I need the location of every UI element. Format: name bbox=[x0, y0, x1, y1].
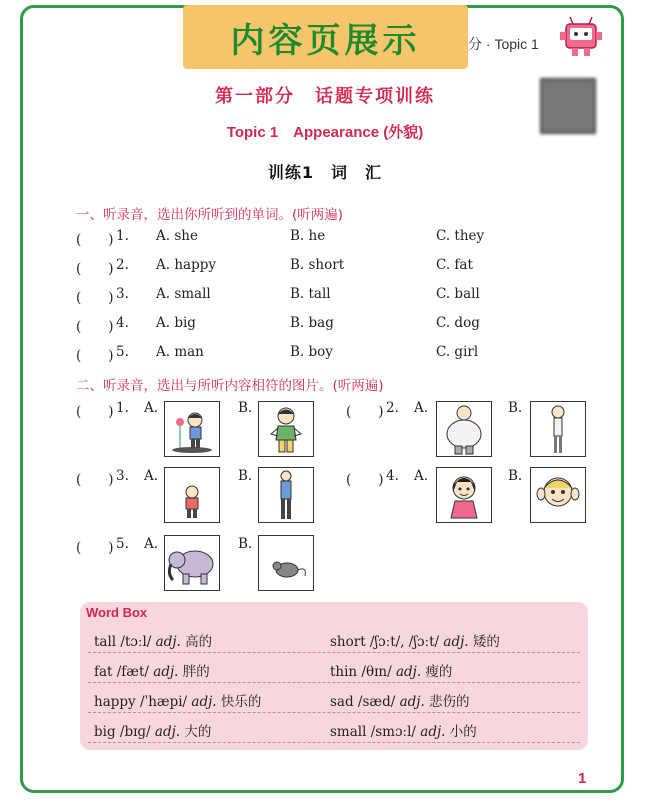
divider bbox=[88, 712, 580, 714]
answer-blank[interactable]: ( ) bbox=[76, 261, 114, 277]
question-number: 1. bbox=[116, 400, 129, 416]
robot-mascot-icon bbox=[558, 14, 604, 58]
drill-title: 训练1 词 汇 bbox=[267, 163, 383, 182]
option-b: B. boy bbox=[290, 344, 333, 360]
option-a: A. small bbox=[156, 286, 211, 302]
answer-blank[interactable]: ( ) bbox=[76, 290, 114, 306]
option-b: B. bbox=[508, 400, 523, 416]
boy-face-picture[interactable] bbox=[530, 467, 586, 523]
tall-boy-picture[interactable] bbox=[258, 467, 314, 523]
option-c: C. ball bbox=[436, 286, 480, 302]
word-entry: fat /fæt/ adj. 胖的 bbox=[94, 664, 210, 680]
word-entry: big /bɪɡ/ adj. 大的 bbox=[94, 724, 212, 740]
question-number: 3. bbox=[116, 468, 129, 484]
option-b: B. bbox=[238, 536, 253, 552]
option-c: C. dog bbox=[436, 315, 480, 331]
option-a: A. happy bbox=[156, 257, 216, 273]
question-number: 2. bbox=[116, 257, 129, 273]
question-number: 4. bbox=[116, 315, 129, 331]
question-number: 2. bbox=[386, 400, 399, 416]
answer-blank[interactable]: ( ) bbox=[346, 472, 384, 488]
question-number: 1. bbox=[116, 228, 129, 244]
answer-blank[interactable]: ( ) bbox=[76, 404, 114, 420]
answer-blank[interactable]: ( ) bbox=[76, 232, 114, 248]
banner: 内容页展示 bbox=[183, 5, 468, 69]
answer-blank[interactable]: ( ) bbox=[76, 319, 114, 335]
option-a: A. bbox=[144, 536, 159, 552]
option-b: B. bag bbox=[290, 315, 334, 331]
small-boy-picture[interactable] bbox=[164, 401, 220, 457]
divider bbox=[88, 682, 580, 684]
option-b: B. bbox=[238, 468, 253, 484]
elephant-picture[interactable] bbox=[164, 535, 220, 591]
short-boy-picture[interactable] bbox=[164, 467, 220, 523]
word-entry: sad /sæd/ adj. 悲伤的 bbox=[330, 694, 470, 710]
option-b: B. short bbox=[290, 257, 345, 273]
topic-title: Topic 1 Appearance (外貌) bbox=[226, 124, 424, 141]
answer-blank[interactable]: ( ) bbox=[76, 540, 114, 556]
section1-title: 一、听录音，选出你所听到的单词。(听两遍) bbox=[76, 207, 344, 223]
word-entry: small /smɔːl/ adj. 小的 bbox=[330, 724, 477, 740]
answer-blank[interactable]: ( ) bbox=[76, 348, 114, 364]
thin-man-picture[interactable] bbox=[530, 401, 586, 457]
option-a: A. man bbox=[156, 344, 204, 360]
option-b: B. bbox=[508, 468, 523, 484]
section2-title: 二、听录音，选出与所听内容相符的图片。(听两遍) bbox=[76, 378, 384, 394]
option-b: B. tall bbox=[290, 286, 331, 302]
word-box-title: Word Box bbox=[86, 605, 148, 620]
girl-picture[interactable] bbox=[436, 467, 492, 523]
boy-hands-on-hips-picture[interactable] bbox=[258, 401, 314, 457]
mouse-picture[interactable] bbox=[258, 535, 314, 591]
divider bbox=[88, 652, 580, 654]
word-entry: thin /θɪn/ adj. 瘦的 bbox=[330, 664, 453, 680]
option-a: A. bbox=[144, 400, 159, 416]
word-entry: tall /tɔːl/ adj. 高的 bbox=[94, 634, 213, 650]
option-c: C. girl bbox=[436, 344, 479, 360]
answer-blank[interactable]: ( ) bbox=[346, 404, 384, 420]
question-number: 3. bbox=[116, 286, 129, 302]
option-a: A. big bbox=[156, 315, 196, 331]
option-a: A. she bbox=[156, 228, 198, 244]
option-c: C. they bbox=[436, 228, 485, 244]
option-a: A. bbox=[414, 400, 429, 416]
option-c: C. fat bbox=[436, 257, 473, 273]
word-entry: happy /ˈhæpi/ adj. 快乐的 bbox=[94, 694, 262, 710]
question-number: 5. bbox=[116, 344, 129, 360]
option-b: B. he bbox=[290, 228, 326, 244]
fat-man-picture[interactable] bbox=[436, 401, 492, 457]
option-b: B. bbox=[238, 400, 253, 416]
option-a: A. bbox=[144, 468, 159, 484]
word-entry: short /ʃɔːt/, /ʃɔːt/ adj. 矮的 bbox=[330, 634, 500, 650]
answer-blank[interactable]: ( ) bbox=[76, 472, 114, 488]
question-number: 4. bbox=[386, 468, 399, 484]
part-title: 第一部分 话题专项训练 bbox=[215, 86, 435, 107]
question-number: 5. bbox=[116, 536, 129, 552]
page-number: 1 bbox=[578, 770, 587, 787]
option-a: A. bbox=[414, 468, 429, 484]
running-header: 分 · Topic 1 bbox=[468, 36, 539, 52]
divider bbox=[88, 742, 580, 744]
